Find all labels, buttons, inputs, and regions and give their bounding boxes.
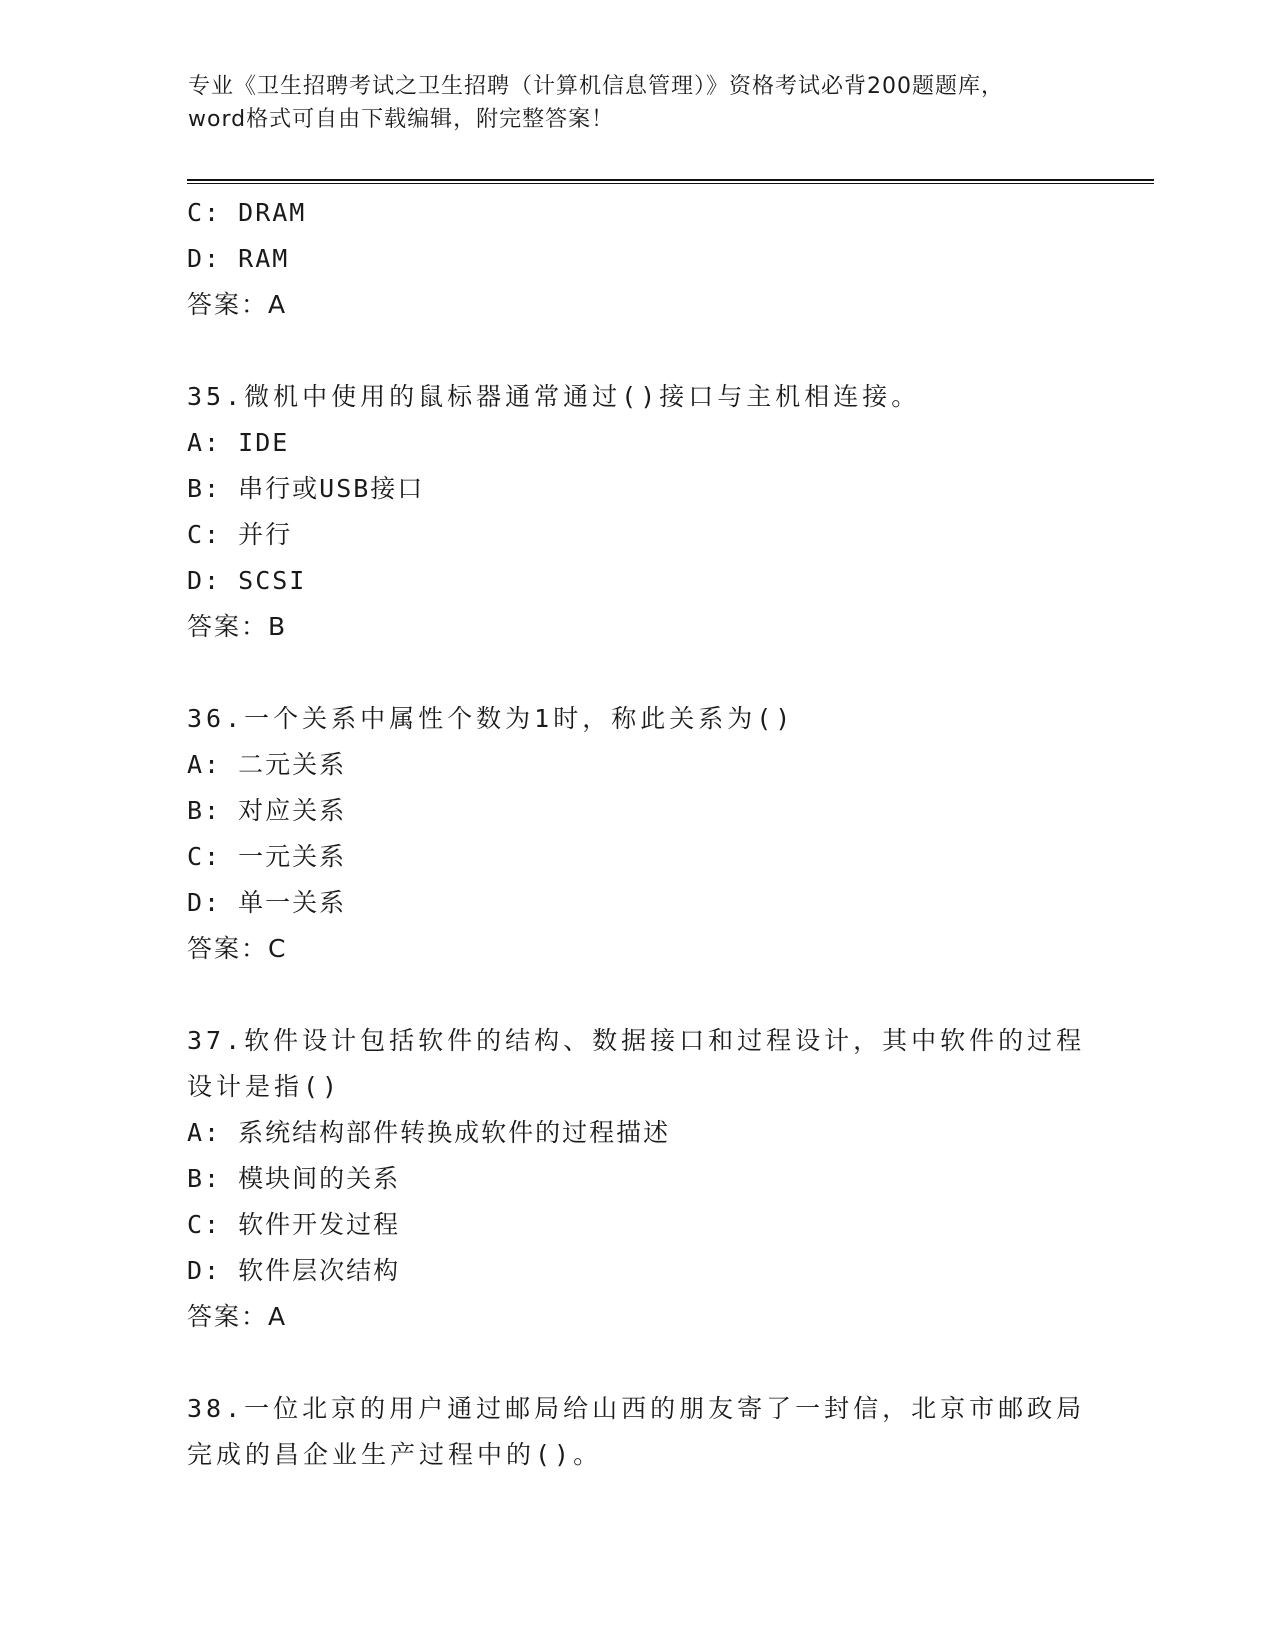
option-b: B: 对应关系 (187, 796, 347, 825)
question-text: 35.微机中使用的鼠标器通常通过()接口与主机相连接。 (187, 382, 921, 411)
option-b: B: 串行或USB接口 (187, 474, 425, 503)
question-37 (187, 1018, 1087, 1340)
header-line-1: 专业《卫生招聘考试之卫生招聘（计算机信息管理）》资格考试必背200题题库， (188, 74, 1004, 99)
question-text: 38.一位北京的用户通过邮局给山西的朋友寄了一封信，北京市邮政局完成的昌企业生产过程中的()。 (187, 1394, 1086, 1469)
header-rule-thick (187, 179, 1154, 181)
continued-question (187, 190, 1087, 328)
question-36 (187, 696, 1087, 972)
header-rule-thin (187, 183, 1154, 184)
option-d: D: 单一关系 (187, 888, 347, 917)
option-b: B: 模块间的关系 (187, 1164, 401, 1193)
question-35 (187, 374, 1087, 650)
header-line-2: word格式可自由下载编辑，附完整答案！ (188, 107, 615, 132)
question-text: 36.一个关系中属性个数为1时，称此关系为() (187, 704, 795, 733)
option-c: C: DRAM (187, 198, 307, 227)
option-c: C: 软件开发过程 (187, 1210, 401, 1239)
document-header (188, 70, 1088, 136)
option-a: A: 二元关系 (187, 750, 347, 779)
answer: 答案：C (187, 934, 288, 963)
option-a: A: 系统结构部件转换成软件的过程描述 (187, 1118, 671, 1147)
question-text: 37.软件设计包括软件的结构、数据接口和过程设计，其中软件的过程设计是指() (187, 1026, 1086, 1101)
question-list (187, 190, 1087, 1478)
answer: 答案：A (187, 290, 288, 319)
option-c: C: 并行 (187, 520, 293, 549)
option-d: D: 软件层次结构 (187, 1256, 401, 1285)
option-c: C: 一元关系 (187, 842, 347, 871)
option-a: A: IDE (187, 428, 290, 457)
option-d: D: RAM (187, 244, 290, 273)
question-38 (187, 1386, 1087, 1478)
answer: 答案：B (187, 612, 288, 641)
answer: 答案：A (187, 1302, 288, 1331)
option-d: D: SCSI (187, 566, 307, 595)
